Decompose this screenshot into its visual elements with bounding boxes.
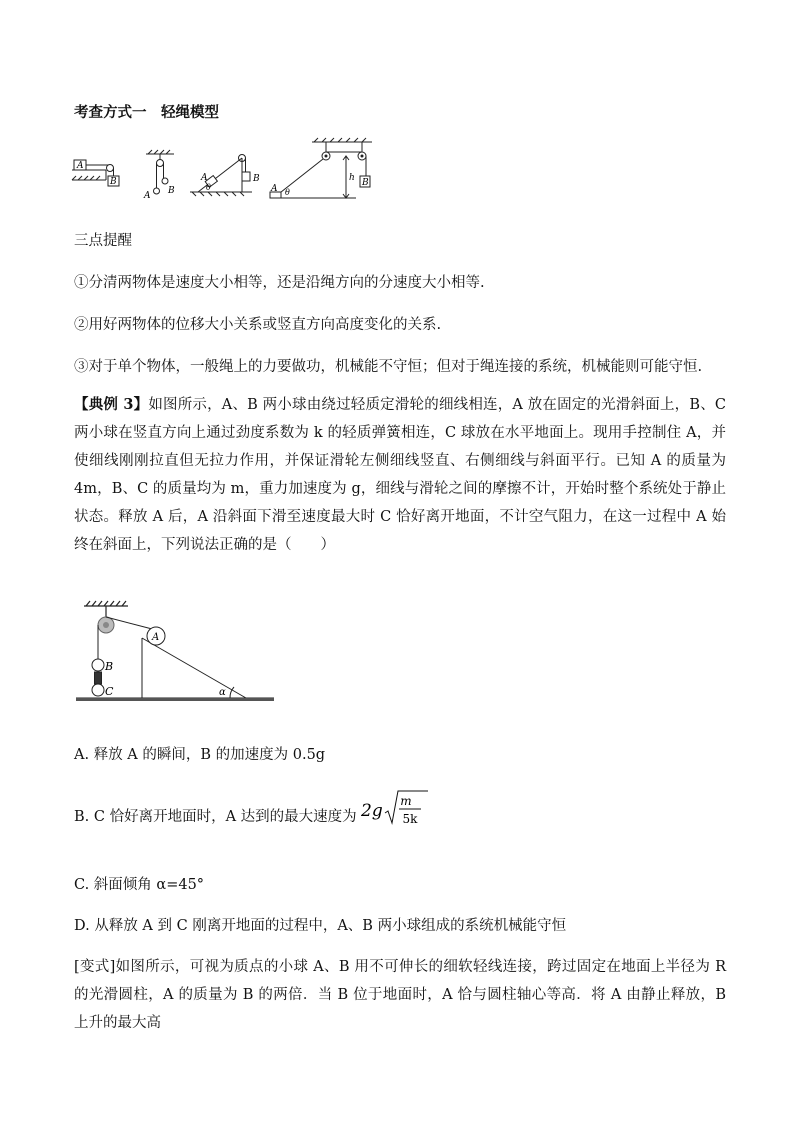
option-d: D. 从释放 A 到 C 刚离开地面的过程中，A、B 两小球组成的系统机械能守恒	[74, 918, 567, 934]
option-b-text: B. C 恰好离开地面时，A 达到的最大速度为	[74, 809, 357, 825]
label-a1: A	[77, 161, 84, 171]
rope-model-figures	[70, 136, 380, 204]
example-text: 如图所示，A、B 两小球由绕过轻质定滑轮的细线相连，A 放在固定的光滑斜面上，B、C 两小球在竖直方向上通过劲度系数为 k 的轻质弹簧相连，C 球放在水平地面上。现用手控制住 A，并使细线刚刚拉直但无拉力作用，并保证滑轮左侧细线竖直、右侧细线与斜面平行。已知 A 的质量为 4m，B、C 的质量均为 m，重力加速度为 g，细线与滑轮之间的摩擦不计，开始时整个系统处于静止状态。释放 A 后，A 沿斜面下滑至速度最大时 C 恰好离开地面，不计空气阻力，在这一过程中 A 始终在斜面上，下列说法正确的是（ ）	[74, 397, 726, 553]
label-theta4: θ	[285, 188, 290, 197]
section-heading: 考查方式一 轻绳模型	[74, 105, 219, 121]
max-speed-formula	[361, 789, 429, 829]
label-b3: B	[253, 174, 260, 184]
label-c: C	[105, 685, 114, 698]
formula-num: m	[400, 794, 412, 808]
formula-den: 5k	[402, 812, 418, 826]
label-b2: B	[168, 186, 175, 196]
example-problem	[74, 391, 726, 559]
label-a4: A	[271, 184, 278, 194]
tip-1: ①分清两物体是速度大小相等，还是沿绳方向的分速度大小相等.	[74, 275, 485, 291]
example-tag: 【典例 3】	[74, 396, 149, 413]
label-b1: B	[110, 177, 117, 187]
label-a: A	[152, 632, 160, 643]
label-h4: h	[349, 173, 355, 183]
label-a3: A	[201, 173, 208, 183]
label-alpha: α	[219, 687, 226, 698]
variant-problem: [变式]如图所示，可视为质点的小球 A、B 用不可伸长的细软轻线连接，跨过固定在地面上半径为 R 的光滑圆柱，A 的质量为 B 的两倍．当 B 位于地面时，A 恰与圆柱轴心等高．将 A 由静止释放，B 上升的最大高	[74, 959, 726, 1031]
label-b4: B	[362, 178, 369, 188]
tips-title: 三点提醒	[74, 233, 132, 249]
formula-coef: 2g	[361, 801, 383, 821]
label-a2: A	[144, 191, 151, 201]
label-b: B	[105, 660, 114, 673]
tip-3: ③对于单个物体，一般绳上的力要做功，机械能不守恒；但对于绳连接的系统，机械能则可能守恒.	[74, 359, 703, 375]
figure-incline-pulley	[190, 155, 252, 197]
example-figure	[74, 590, 274, 710]
option-b	[74, 794, 429, 829]
label-theta3: θ	[206, 183, 211, 192]
option-c: C. 斜面倾角 α=45°	[74, 877, 205, 893]
option-a: A. 释放 A 的瞬间，B 的加速度为 0.5g	[74, 747, 326, 763]
tip-2: ②用好两物体的位移大小关系或竖直方向高度变化的关系.	[74, 317, 442, 333]
